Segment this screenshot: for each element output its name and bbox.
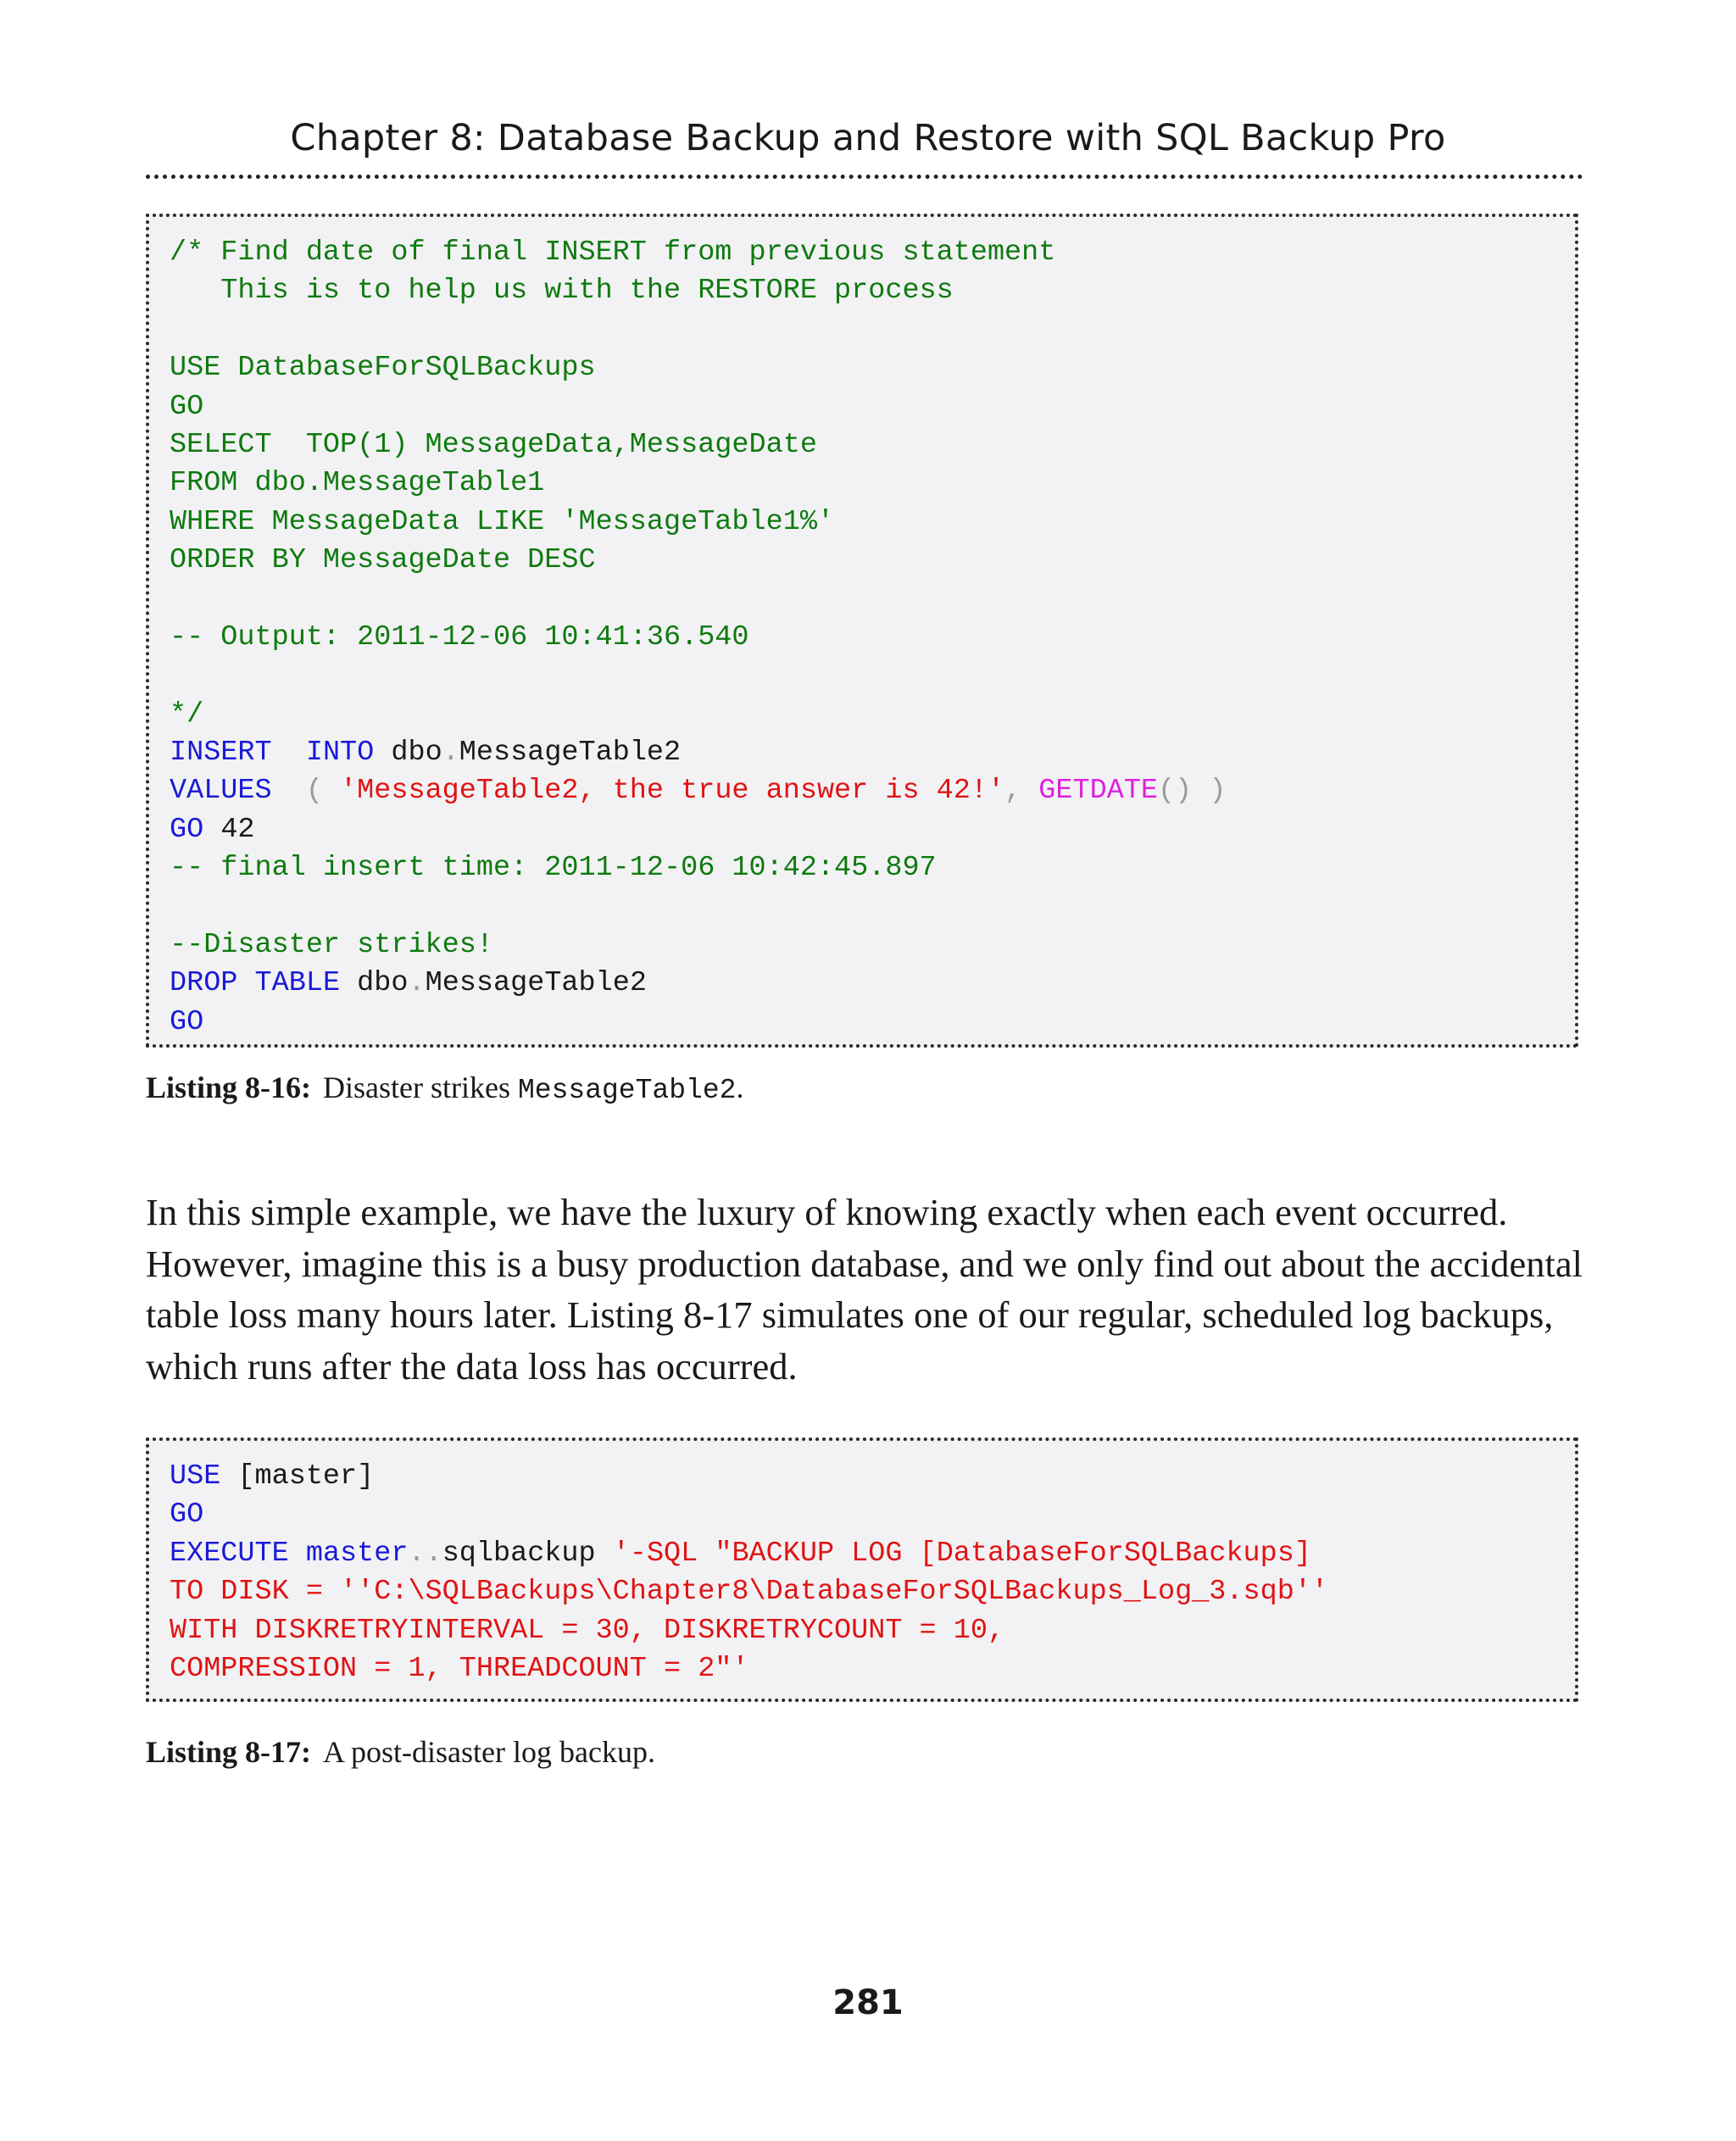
code-line	[170, 581, 1575, 619]
code-token: INSERT	[170, 737, 272, 770]
page-number: 281	[832, 1983, 904, 2022]
code-token: GETDATE	[1038, 775, 1159, 808]
code-token: GO	[170, 813, 204, 846]
code-token: --Disaster strikes!	[170, 929, 493, 962]
caption-end: .	[736, 1070, 744, 1104]
code-token: WITH DISKRETRYINTERVAL = 30, DISKRETRYCOUNT = 10,	[170, 1614, 1005, 1647]
code-token: GO	[170, 1005, 204, 1038]
code-token: DROP	[170, 967, 238, 1000]
code-listing-8-17	[146, 1438, 1578, 1702]
caption-text: Disaster strikes	[323, 1070, 518, 1104]
code-line	[170, 926, 1575, 965]
code-token: 'MessageTable2, the true answer is 42!'	[340, 775, 1005, 808]
code-token	[237, 967, 254, 999]
body-paragraph: In this simple example, we have the luxury of knowing exactly when each event occurred. However, imagine this is a busy production database, and we only find out about the accidental table loss many hours later. Listing 8-17 simulates one of our regular, scheduled log backups, which runs after the data loss has occurred.	[146, 1191, 1583, 1387]
code-line	[170, 388, 1575, 426]
code-token: dbo	[340, 967, 409, 1000]
code-token: VALUES	[170, 775, 272, 808]
code-token: EXECUTE	[170, 1537, 289, 1570]
code-listing-8-16	[146, 214, 1578, 1048]
code-line	[170, 734, 1575, 772]
code-line	[170, 888, 1575, 926]
caption-text: A post-disaster log backup.	[323, 1735, 655, 1769]
code-token: SELECT TOP(1) MessageData,MessageDate	[170, 428, 817, 461]
code-line	[170, 311, 1575, 349]
code-token: sqlbackup	[442, 1537, 613, 1570]
listing-8-16-caption	[146, 1070, 743, 1106]
code-token: MessageTable2	[425, 967, 647, 1000]
code-token: /* Find date of final INSERT from previous statement	[170, 236, 1056, 269]
code-token: TO DISK = ''C:\SQLBackups\Chapter8\DatabaseForSQLBackups_Log_3.sqb''	[170, 1576, 1329, 1609]
code-token: 42	[203, 813, 255, 846]
code-token: .	[442, 737, 459, 770]
code-token: ORDER BY MessageDate DESC	[170, 544, 596, 577]
chapter-header: Chapter 8: Database Backup and Restore with SQL Backup Pro	[290, 117, 1446, 159]
code-token: ,	[1004, 775, 1039, 808]
caption-label: Listing 8-17:	[146, 1735, 312, 1769]
code-token: MessageTable2	[459, 737, 682, 770]
code-token: COMPRESSION = 1, THREADCOUNT = 2"'	[170, 1652, 749, 1685]
code-line	[170, 542, 1575, 580]
code-line	[170, 619, 1575, 657]
code-line	[170, 811, 1575, 849]
code-line	[170, 464, 1575, 503]
code-line	[170, 772, 1575, 810]
code-token: FROM dbo.MessageTable1	[170, 467, 545, 500]
code-line	[170, 965, 1575, 1003]
code-token: (	[271, 775, 341, 808]
code-token: -- final insert time: 2011-12-06 10:42:45.897	[170, 852, 937, 885]
code-token: This is to help us with the RESTORE process	[170, 275, 954, 308]
code-token: USE	[170, 1460, 221, 1493]
code-token: -- Output: 2011-12-06 10:41:36.540	[170, 620, 749, 653]
code-line	[170, 1458, 1575, 1496]
code-token	[272, 737, 306, 769]
code-line	[170, 1535, 1575, 1573]
code-line	[170, 349, 1575, 387]
code-token: () )	[1158, 775, 1227, 808]
code-token: '-SQL "BACKUP LOG [DatabaseForSQLBackups]	[612, 1537, 1311, 1570]
code-token: ..	[408, 1537, 442, 1570]
listing-8-17-caption	[146, 1734, 655, 1770]
code-token: GO	[170, 390, 204, 423]
code-line	[170, 1573, 1575, 1611]
header-divider	[146, 175, 1583, 179]
code-line	[170, 503, 1575, 542]
code-line	[170, 1496, 1575, 1534]
code-token: .	[408, 967, 426, 1000]
code-line	[170, 272, 1575, 310]
caption-code: MessageTable2	[517, 1075, 737, 1106]
code-line	[170, 1004, 1575, 1042]
code-line	[170, 849, 1575, 887]
code-line	[170, 657, 1575, 695]
code-token: WHERE MessageData LIKE 'MessageTable1%'	[170, 505, 835, 538]
code-line	[170, 426, 1575, 464]
code-token: master	[305, 1537, 409, 1570]
code-token: INTO	[305, 737, 375, 770]
code-line	[170, 1650, 1575, 1688]
code-token: */	[170, 698, 204, 731]
code-token: USE DatabaseForSQLBackups	[170, 352, 596, 385]
code-token: [master]	[220, 1460, 375, 1493]
code-token: dbo	[374, 737, 442, 770]
code-line	[170, 696, 1575, 734]
code-line	[170, 1612, 1575, 1650]
code-line	[170, 234, 1575, 272]
caption-label: Listing 8-16:	[146, 1070, 312, 1104]
code-token: TABLE	[254, 967, 341, 1000]
code-token	[289, 1538, 306, 1570]
code-token: GO	[170, 1499, 204, 1532]
